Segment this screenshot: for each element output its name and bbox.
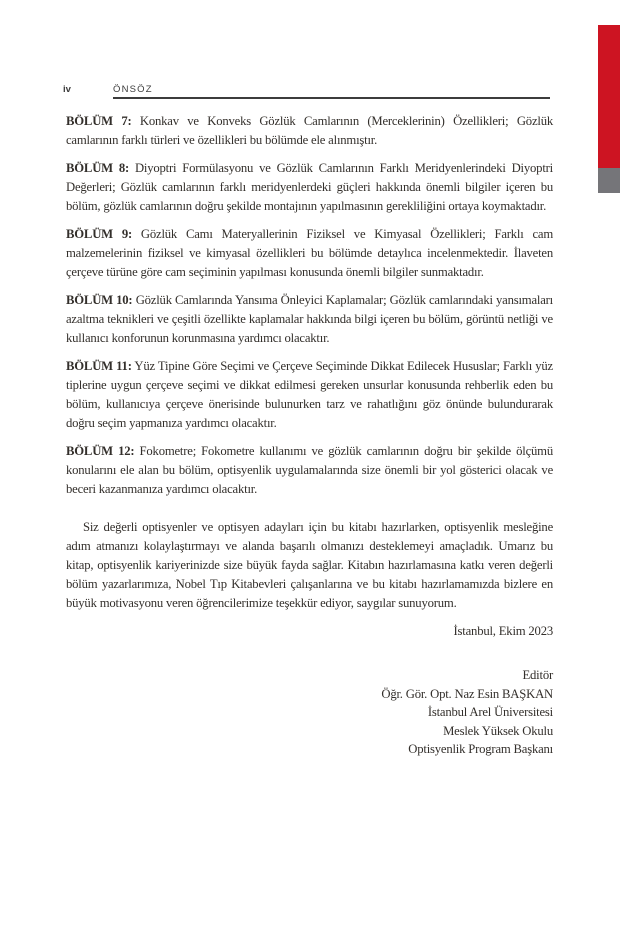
chapter-label: BÖLÜM 10: [66,293,133,307]
chapter-paragraph-7 [66,112,553,150]
chapter-text: Diyoptri Formülasyonu ve Gözlük Camlarının Farklı Meridyenlerindeki Diyoptri Değerleri; Gözlük camlarının farklı meridyenlerdeki güçleri hakkında önemli bilgiler içeren bu bölüm, gözlük camlarının doğru şekilde montajının yapılmasının gerekliliğini ortaya koymaktadır. [66,161,553,213]
signature-position: Optisyenlik Program Başkanı [408,742,553,757]
dateline: İstanbul, Ekim 2023 [453,624,553,638]
chapter-label: BÖLÜM 9: [66,227,132,241]
chapter-paragraph-12 [66,442,553,499]
signature-role: Editör [522,668,553,682]
gray-edge-tab [598,168,620,193]
chapter-text: Gözlük Camı Materyallerinin Fiziksel ve Kimyasal Özellikleri; Farklı cam malzemelerinin fiziksel ve kimyasal özellikleri bu bölümde detaylıca incelenmektedir. İlaveten çerçeve türüne göre cam seçiminin yapılması konusunda önemli bilgiler sunmaktadır. [66,227,553,279]
chapter-label: BÖLÜM 11: [66,359,132,373]
chapter-label: BÖLÜM 8: [66,161,130,175]
signature-block [66,666,553,759]
chapter-paragraph-8 [66,159,553,216]
chapter-text: Fokometre; Fokometre kullanımı ve gözlük camlarının doğru bir şekilde ölçümü konularını ele alan bu bölüm, optisyenlik uygulamalarında size önemli bir yol gösterici olacak ve beceri kazanmanıza yardımcı olacaktır. [66,444,553,496]
chapter-text: Konkav ve Konveks Gözlük Camlarının (Merceklerinin) Özellikleri; Gözlük camlarının farklı türleri ve özellikleri bu bölümde ele alınmıştır. [66,114,553,147]
red-edge-tab [598,25,620,168]
preface-body [66,112,553,759]
closing-paragraph: Siz değerli optisyenler ve optisyen adayları için bu kitabı hazırlarken, optisyenlik mesleğine adım atmanızı kolaylaştırmayı ve alanda başarılı olmanızı desteklemeyi amaçladık. Umarız bu kitap, optisyenlik kariyerinizde size büyük fayda sağlar. Kitabın hazırlamasına katkı veren değerli bölüm yazarlarımıza, Nobel Tıp Kitabevleri çalışanlarına ve bu kitabı hazırlamamızda bizlere en büyük motivasyonu veren öğrencilerimize teşekkür ediyor, saygılar sunuyorum. [66,520,553,610]
chapter-label: BÖLÜM 12: [66,444,135,458]
header-rule [113,97,550,99]
signature-school: Meslek Yüksek Okulu [443,723,553,738]
chapter-paragraph-10 [66,291,553,348]
signature-name: Öğr. Gör. Opt. Naz Esin BAŞKAN [381,686,553,701]
chapter-paragraph-11 [66,357,553,433]
chapter-text: Yüz Tipine Göre Seçimi ve Çerçeve Seçiminde Dikkat Edilecek Hususlar; Farklı yüz tiplerine uygun çerçeve seçimi ve dikkat edilmesi gereken unsurlar konusunda rehberlik eden bu bölüm, kullanıcıya çerçeve önerisinde bulunurken tarz ve rahatlığını göz önünde bulundurarak doğru seçim yapmanıza yardımcı olacaktır. [66,359,553,430]
page-number: iv [63,84,71,95]
header-title: ÖNSÖZ [113,84,153,95]
running-header [63,84,553,98]
chapter-paragraph-9 [66,225,553,282]
chapter-label: BÖLÜM 7: [66,114,132,128]
signature-university: İstanbul Arel Üniversitesi [427,705,553,720]
chapter-text: Gözlük Camlarında Yansıma Önleyici Kaplamalar; Gözlük camlarındaki yansımaları azaltma teknikleri ve çeşitli özellikte kaplamalar hakkında bilgi içeren bu bölüm, görüntü netliği ve kullanıcı konforunun korunmasına yardımcı olacaktır. [66,293,554,345]
